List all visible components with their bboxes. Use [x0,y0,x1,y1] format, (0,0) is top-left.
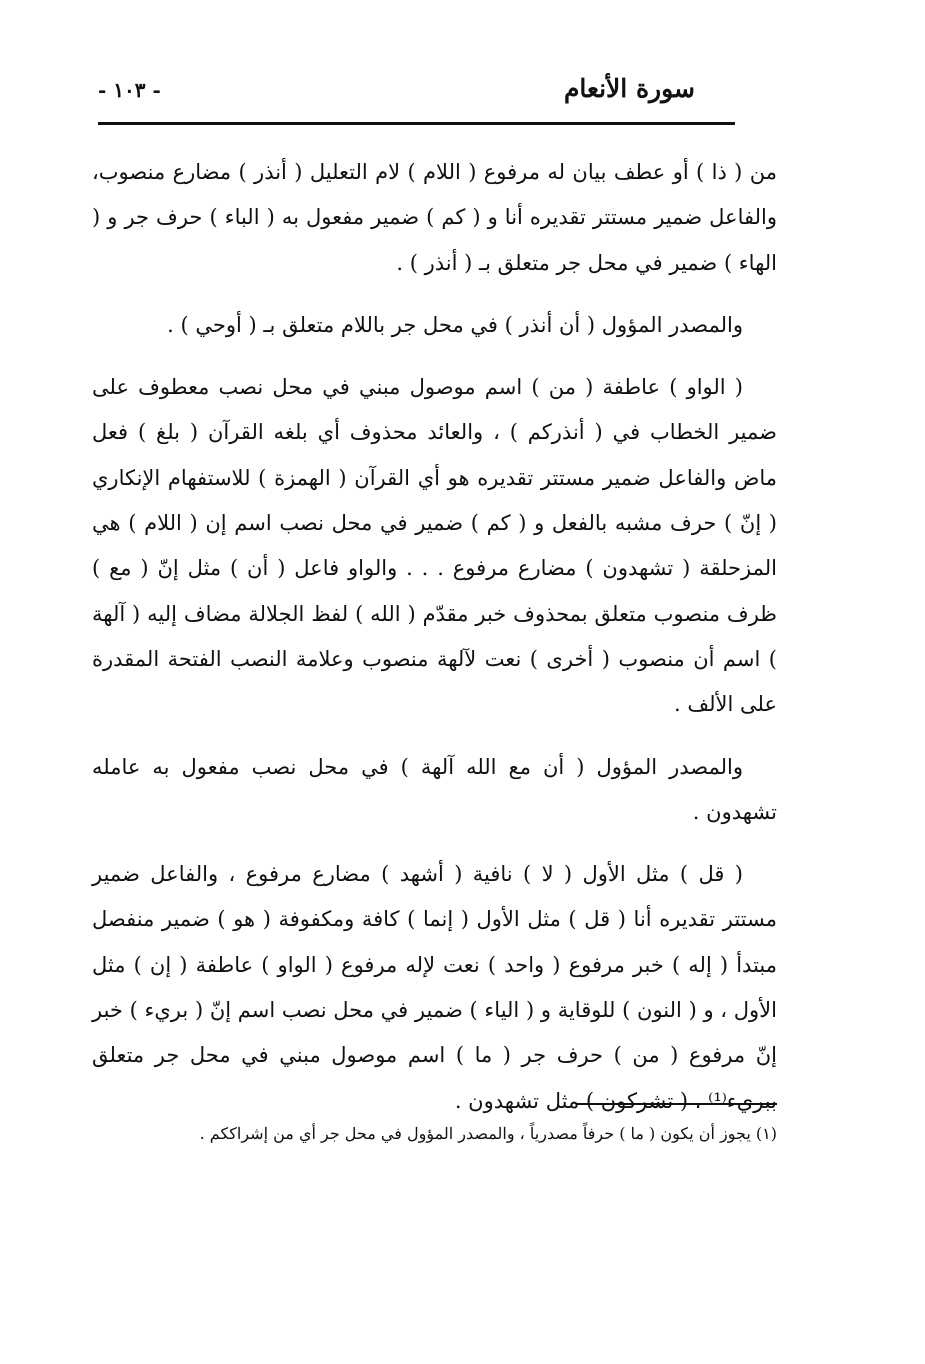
paragraph-1: من ( ذا ) أو عطف بيان له مرفوع ( اللام ) لام التعليل ( أنذر ) مضارع منصوب، والفاعل ضمير مستتر تقديره أنا و ( كم ) ضمير مفعول به ( الباء ) حرف جر و ( الهاء ) ضمير في محل جر متعلق بـ ( أنذر ) . [92,160,777,275]
paragraph-2: والمصدر المؤول ( أن أنذر ) في محل جر باللام متعلق بـ ( أوحي ) . [167,312,743,337]
paragraph-3: ( الواو ) عاطفة ( من ) اسم موصول مبني في محل نصب معطوف على ضمير الخطاب في ( أنذركم ) ، والعائد محذوف أي بلغه القرآن ( بلغ ) فعل ماض والفاعل ضمير مستتر تقديره هو أي القرآن ( الهمزة ) للاستفهام الإنكاري ( إنّ ) حرف مشبه بالفعل و ( كم ) ضمير في محل نصب اسم إن ( اللام ) هي المزحلقة ( تشهدون ) مضارع مرفوع . . . والواو فاعل ( أن ) مثل إنّ ( مع ) ظرف منصوب متعلق بمحذوف خبر مقدّم ( الله ) لفظ الجلالة مضاف إليه ( آلهة ) اسم أن منصوب ( أخرى ) نعت لآلهة منصوب وعلامة النصب الفتحة المقدرة على الألف . [92,375,777,717]
paragraph-5: ( قل ) مثل الأول ( لا ) نافية ( أشهد ) مضارع مرفوع ، والفاعل ضمير مستتر تقديره أنا ( قل ) مثل الأول ( إنما ) كافة ومكفوفة ( هو ) ضمير منفصل مبتدأ ( إله ) خبر مرفوع ( واحد ) نعت لإله مرفوع ( الواو ) عاطفة ( إن ) مثل الأول ، و ( النون ) للوقاية و ( الياء ) ضمير في محل نصب اسم إنّ ( بريء ) خبر إنّ مرفوع ( من ) حرف جر ( ما ) اسم موصول مبني في محل جر متعلق ببريء⁽¹⁾ ، ( تشركون ) مثل تشهدون . [92,862,777,1113]
page-number: - ١٠٣ - [98,78,161,102]
page-body [92,150,777,1141]
paragraph-4: والمصدر المؤول ( أن مع الله آلهة ) في محل نصب مفعول به عامله تشهدون . [92,754,777,824]
footnote-divider [577,1103,777,1105]
page-header [98,72,735,125]
surah-title: سورة الأنعام [563,74,695,103]
footnote: (١) يجوز أن يكون ( ما ) حرفاً مصدرياً ، والمصدر المؤول في محل جر أي من إشراككم . [199,1124,777,1143]
